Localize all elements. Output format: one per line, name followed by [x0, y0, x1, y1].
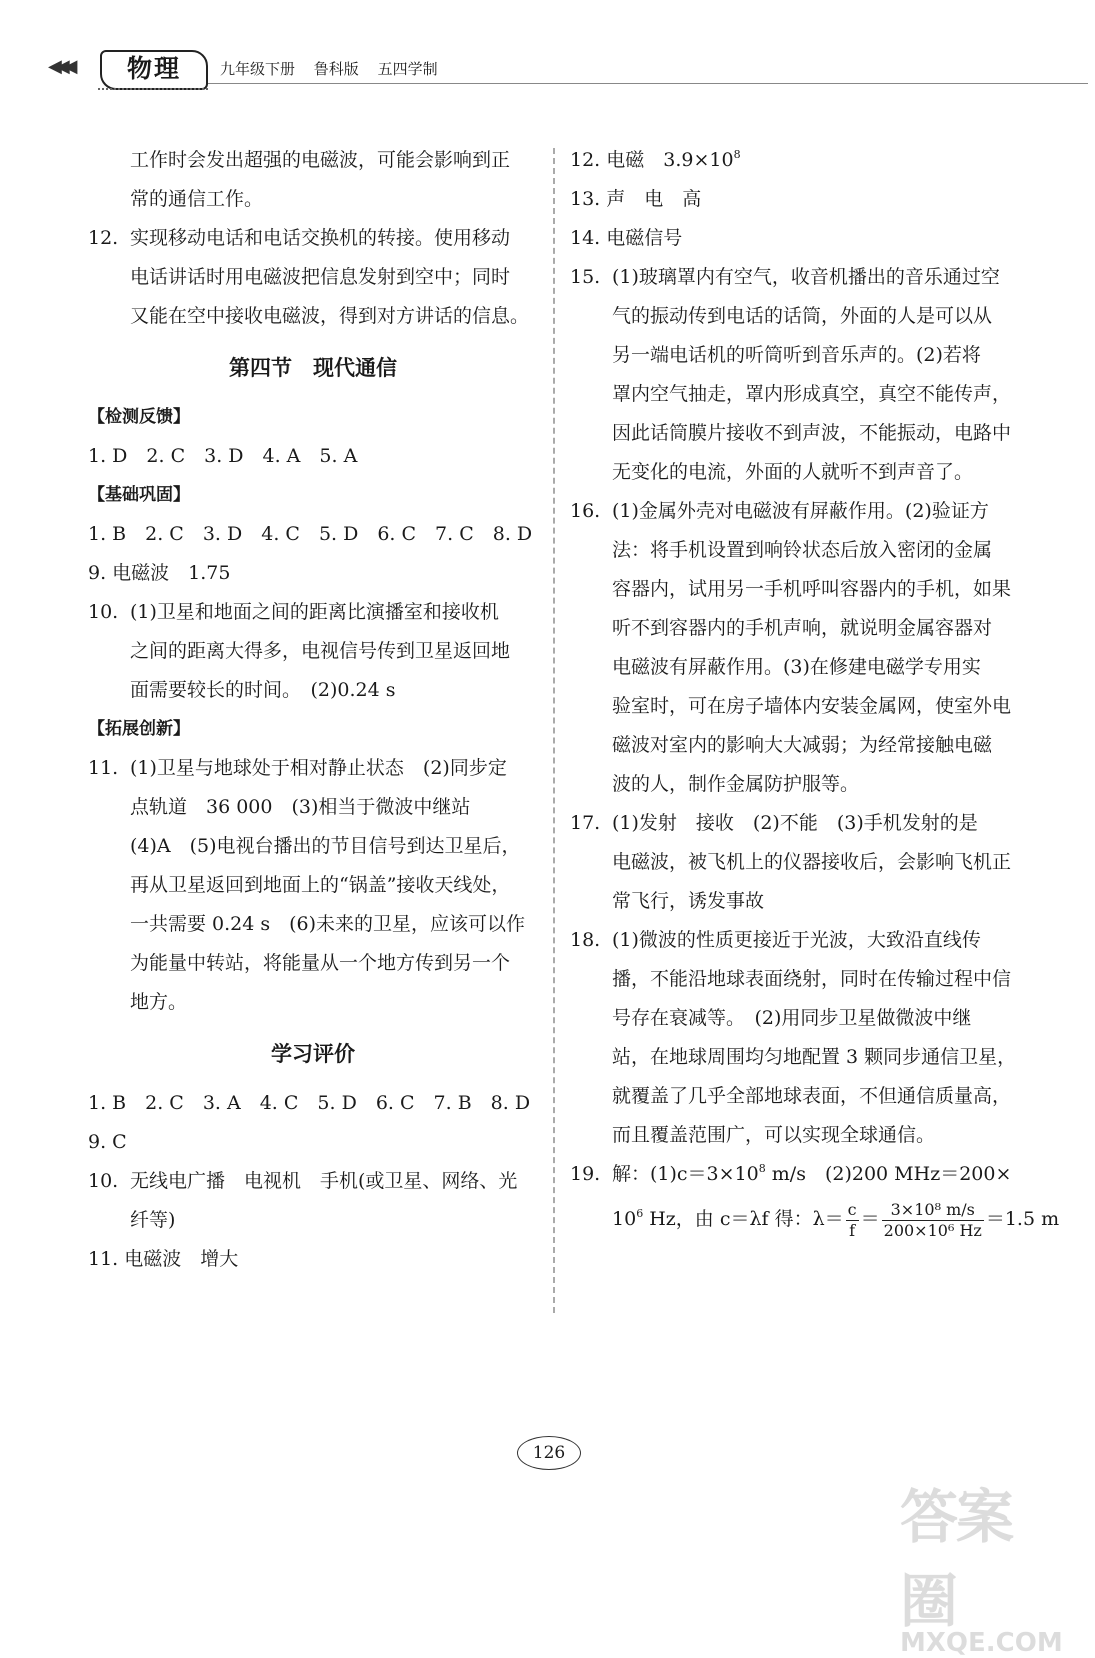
- answer-r12: 12. 电磁 $3.9\times 10^8$: [570, 148, 741, 171]
- evaluation-answers: 1. B 2. C 3. A 4. C 5. D 6. C 7. B 8. D: [88, 1092, 531, 1114]
- tag-feedback: 【检测反馈】: [88, 407, 190, 427]
- left-column: [88, 141, 538, 1279]
- section-title: 第四节 现代通信: [229, 356, 397, 380]
- answer-9: 9. 电磁波 1.75: [88, 562, 231, 584]
- answer-12: 12. 实现移动电话和电话交换机的转接。使用移动 电话讲话时用电磁波把信息发射到空中；同时 又能在空中接收电磁波，得到对方讲话的信息。: [88, 227, 530, 327]
- subject-logo: 物理: [100, 50, 208, 90]
- header-dotted-rule: [98, 88, 208, 90]
- answer-r19: 19. 解：$(1)c=3\times 10^8$ m/s (2)200 MHz＝200× $10^6$ Hz，由 c＝λf 得：λ＝ $\frac{c}{f}$ ＝ $\frac{\text{3×10⁸ m/s}}{\text{200×10⁶ Hz}}$ ＝1.5 m: [570, 1162, 1060, 1240]
- evaluation-answer-10: 10. 无线电广播 电视机 手机(或卫星、网络、光 纤等): [88, 1170, 518, 1231]
- answer-continuation: 工作时会发出超强的电磁波，可能会影响到正 常的通信工作。: [130, 149, 511, 210]
- header-edition: 鲁科版: [313, 60, 359, 78]
- answer-10: 10. (1)卫星和地面之间的距离比演播室和接收机 之间的距离大得多，电视信号传到卫星返回地 面需要较长的时间。 (2)0.24 s: [88, 601, 511, 701]
- watermark-logo: 答案圈 MXQE.COM: [900, 1483, 1063, 1658]
- answer-r14: 14. 电磁信号: [570, 227, 683, 249]
- tag-basic: 【基础巩固】: [88, 485, 190, 505]
- answer-r16: 16. (1)金属外壳对电磁波有屏蔽作用。(2)验证方 法：将手机设置到响铃状态后放入密闭的金属 容器内，试用另一手机呼叫容器内的手机，如果 听不到容器内的手机声响，就说明金属容器对 电磁波有屏蔽作用。(3)在修建电磁学专用实 验室时，可在房子墙体内安装金属网，使室外电 磁波对室内的影响大大减弱；为经常接触电磁 波的人，制作金属防护服等。: [570, 500, 1012, 795]
- answer-r15: 15. (1)玻璃罩内有空气，收音机播出的音乐通过空 气的振动传到电话的话筒，外面的人是可以从 另一端电话机的听筒听到音乐声的。(2)若将 罩内空气抽走，罩内形成真空，真空不能传声， 因此话筒膜片接收不到声波，不能振动，电路中 无变化的电流，外面的人就听不到声音了。: [570, 266, 1012, 483]
- tag-extension: 【拓展创新】: [88, 719, 190, 739]
- header-rule: [208, 83, 1088, 84]
- evaluation-answer-9: 9. C: [88, 1131, 127, 1153]
- page-number: 126: [517, 1436, 581, 1470]
- basic-answers: 1. B 2. C 3. D 4. C 5. D 6. C 7. C 8. D: [88, 523, 533, 545]
- answer-r17: 17. (1)发射 接收 (2)不能 (3)手机发射的是 电磁波，被飞机上的仪器接收后，会影响飞机正 常飞行，诱发事故: [570, 812, 1012, 912]
- evaluation-answer-11: 11. 电磁波 增大: [88, 1248, 239, 1270]
- header-system: 五四学制: [377, 60, 438, 78]
- answer-11: 11. (1)卫星与地球处于相对静止状态 (2)同步定 点轨道 36 000 (3)相当于微波中继站 (4)A (5)电视台播出的节目信号到达卫星后， 再从卫星返回到地面上的“锅盖”接收天线处， 一共需要 0.24 s (6)未来的卫星，应该可以作 为能量中转站，将能量从一个地方传到另一个 地方。: [88, 757, 526, 1013]
- answer-r13: 13. 声 电 高: [570, 188, 702, 210]
- column-divider: [553, 148, 555, 1313]
- header-subtitle: [220, 58, 452, 79]
- answer-r18: 18. (1)微波的性质更接近于光波，大致沿直线传 播，不能沿地球表面绕射，同时在传输过程中信 号存在衰减等。 (2)用同步卫星做微波中继 站，在地球周围均匀地配置 3 颗同步通信卫星， 就覆盖了几乎全部地球表面，不但通信质量高， 而且覆盖范围广，可以实现全球通信。: [570, 929, 1017, 1146]
- page-header: [48, 50, 1048, 90]
- arrow-decoration-icon: ◀◀◀: [48, 56, 72, 77]
- fraction-c-over-f: $\frac{c}{f}$: [847, 1199, 857, 1240]
- header-grade: 九年级下册: [220, 60, 296, 78]
- right-column: [570, 141, 1060, 1244]
- feedback-answers: 1. D 2. C 3. D 4. A 5. A: [88, 445, 358, 467]
- evaluation-title: 学习评价: [271, 1042, 355, 1066]
- fraction-numeric: $\frac{\text{3×10⁸ m/s}}{\text{200×10⁶ Hz}}$: [883, 1199, 982, 1240]
